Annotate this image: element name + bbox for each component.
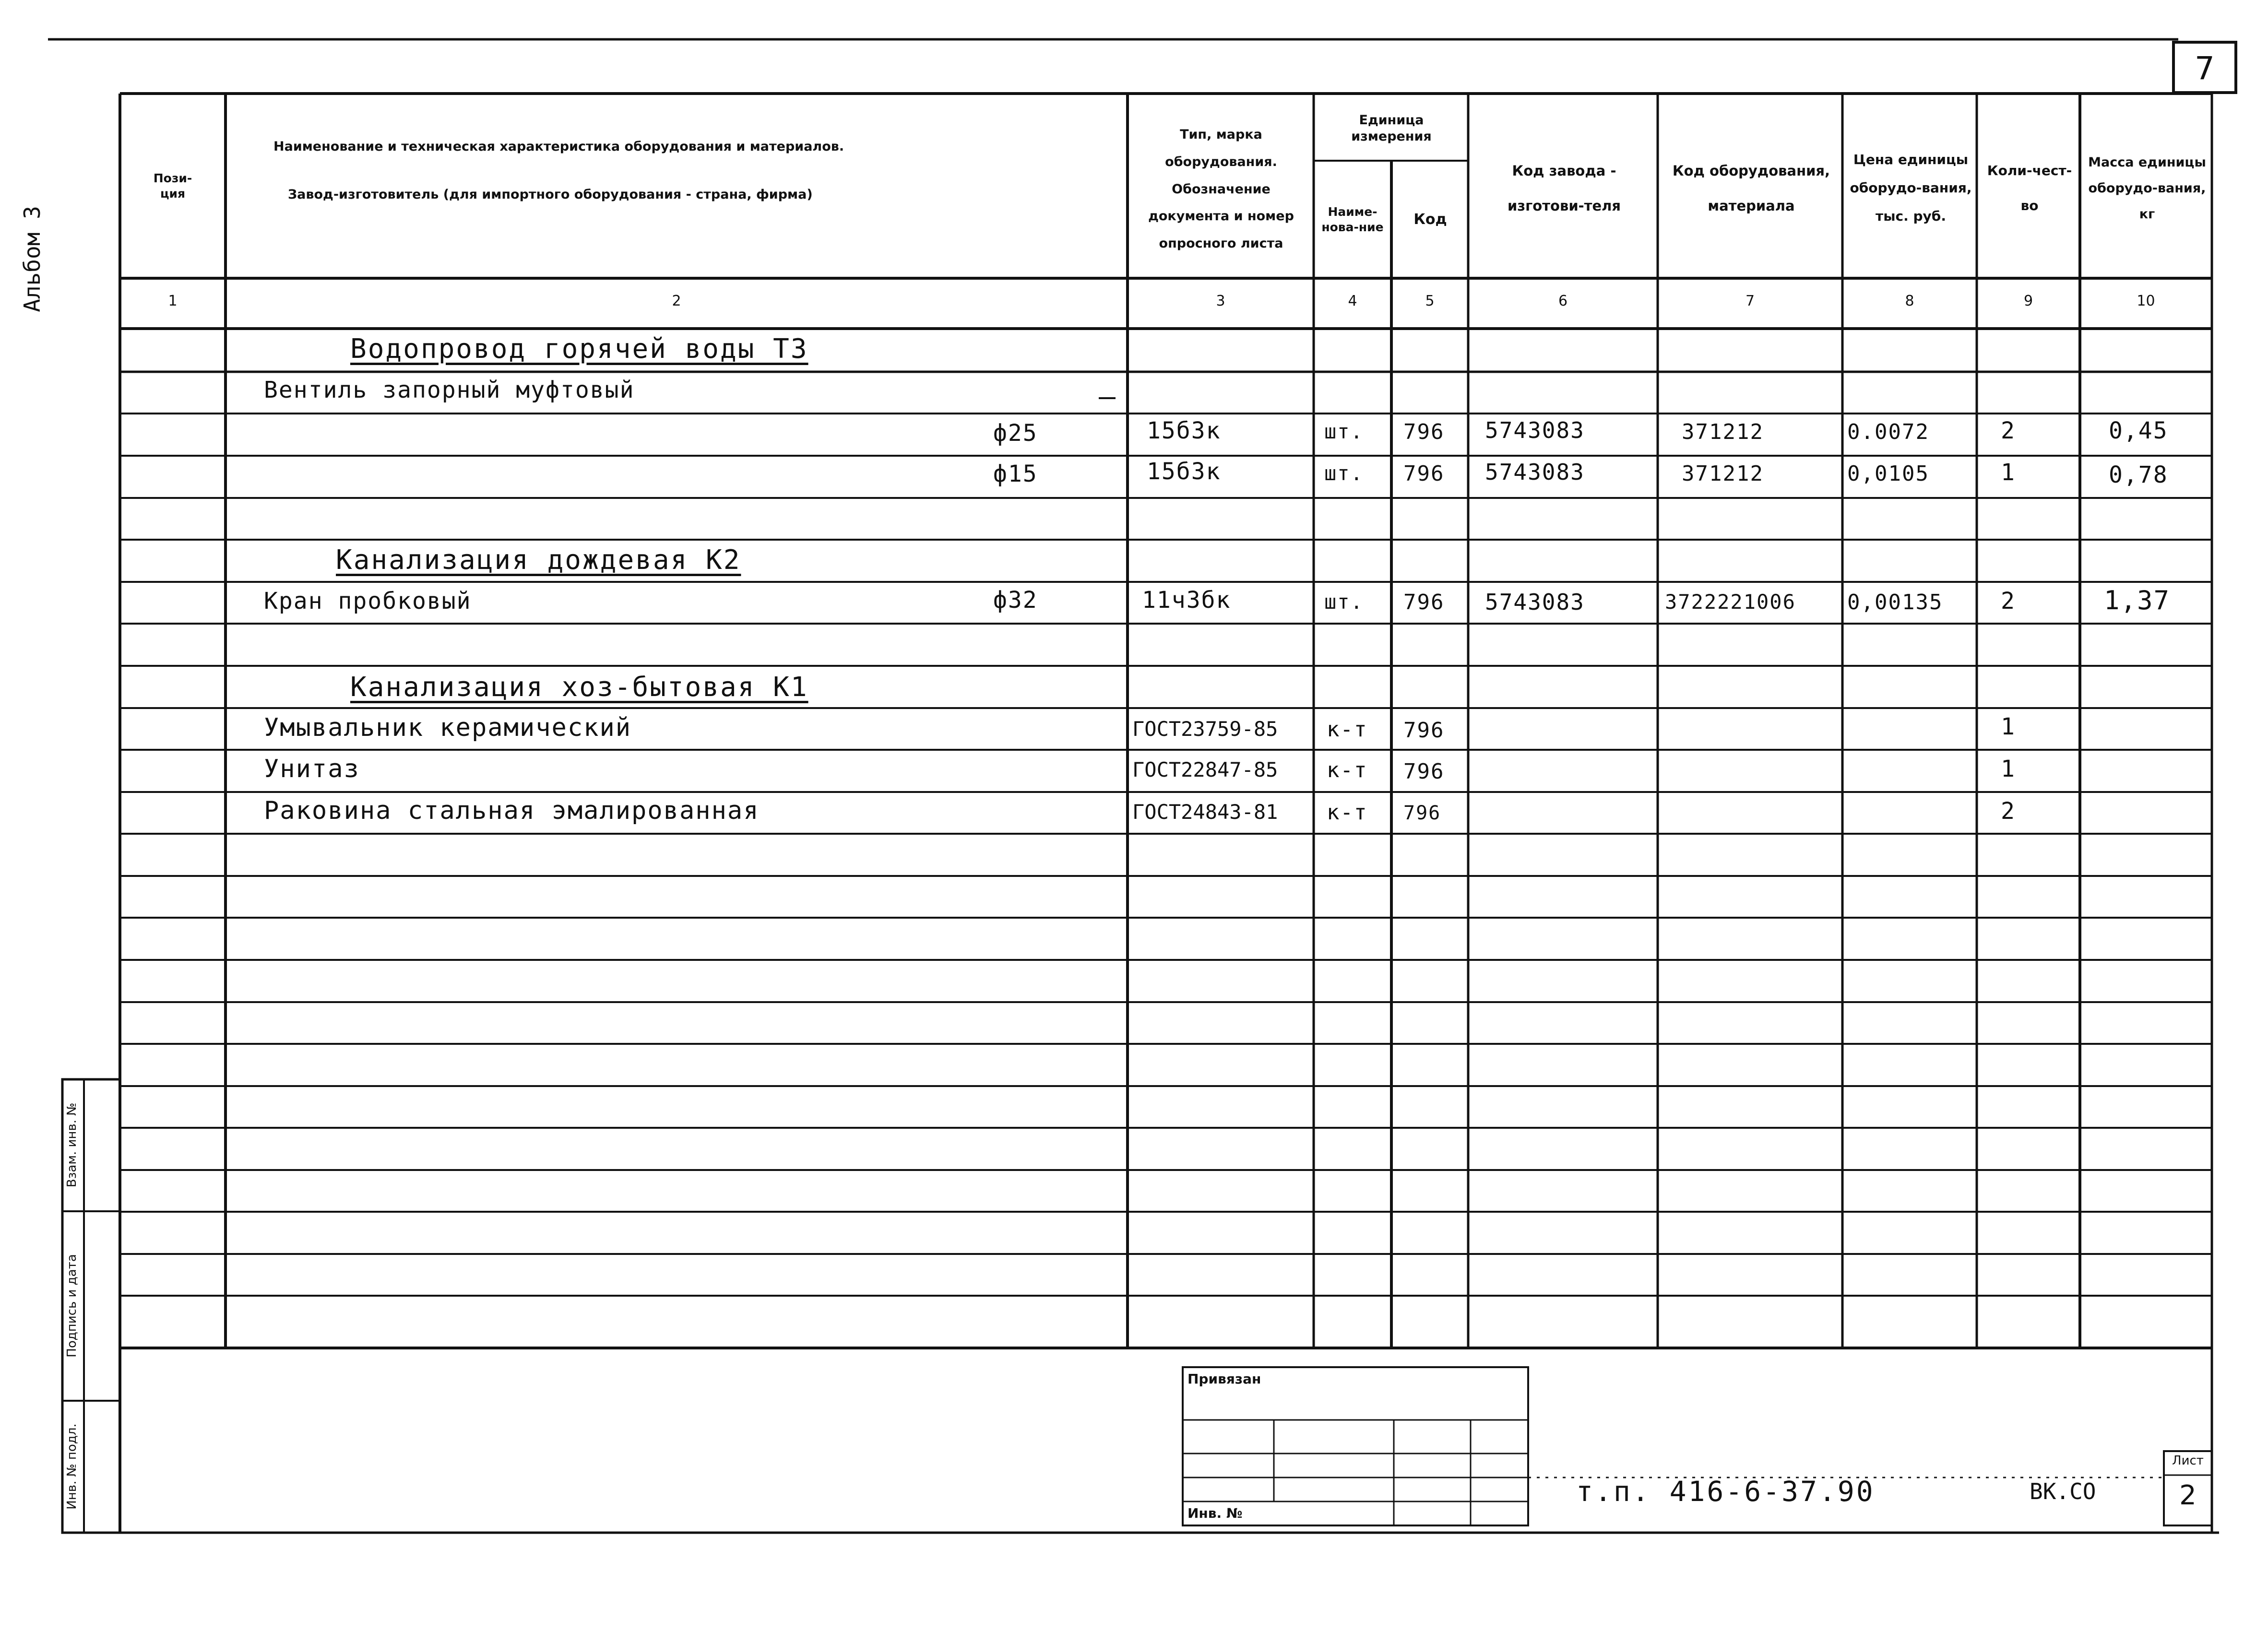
stamp-bound-label: Привязан bbox=[1187, 1371, 1261, 1387]
row-valve15-type: 15б3к bbox=[1147, 458, 1221, 485]
row-valve25-code: 796 bbox=[1403, 420, 1445, 444]
row-cock-type: 11ч3бк bbox=[1142, 587, 1231, 614]
sheet-code: ВК.СО bbox=[2030, 1478, 2096, 1504]
side-replace-inv: Взам. инв. № bbox=[65, 1102, 79, 1188]
row-valve15-mass: 0,78 bbox=[2109, 461, 2168, 488]
col-number-4: 4 bbox=[1348, 293, 1357, 309]
col-number-3: 3 bbox=[1216, 293, 1225, 309]
row-toilet-code: 796 bbox=[1403, 759, 1445, 784]
row-washbasin-code: 796 bbox=[1403, 718, 1445, 743]
row-valve15-unit: шт. bbox=[1324, 461, 1364, 485]
page-number: 7 bbox=[2195, 50, 2215, 87]
section-domestic: Канализация хоз-бытовая К1 bbox=[350, 672, 808, 703]
row-valve15-size: ф15 bbox=[993, 461, 1038, 487]
row-cock-code: 796 bbox=[1403, 590, 1445, 615]
row-valve15-code: 796 bbox=[1403, 461, 1445, 486]
row-valve25-mass: 0,45 bbox=[2109, 417, 2168, 444]
row-washbasin-unit: к-т bbox=[1327, 717, 1368, 742]
row-toilet-type: ГОСТ22847-85 bbox=[1132, 758, 1278, 781]
header-name-line2: Завод-изготовитель (для импортного оборудования - страна, фирма) bbox=[288, 187, 813, 202]
row-valve25-unit: шт. bbox=[1324, 420, 1364, 443]
header-plant-code: Код завода - изготови-теля bbox=[1507, 163, 1621, 214]
header-type: Тип, марка оборудования. Обозначение документа и номер опросного листа bbox=[1148, 127, 1294, 251]
row-cock-price: 0,00135 bbox=[1847, 590, 1943, 615]
header-name bbox=[226, 94, 1128, 278]
row-toilet-qty: 1 bbox=[2001, 756, 2016, 782]
row-valve25-price: 0.0072 bbox=[1847, 420, 1929, 444]
section-hot-water: Водопровод горячей воды Т3 bbox=[350, 333, 808, 365]
row-valve15-qty: 1 bbox=[2001, 459, 2016, 486]
row-sink-name: Раковина стальная эмалированная bbox=[264, 796, 760, 825]
row-washbasin-type: ГОСТ23759-85 bbox=[1132, 717, 1278, 741]
row-toilet-unit: к-т bbox=[1327, 758, 1368, 782]
row-cock-size: ф32 bbox=[993, 587, 1038, 614]
col-number-7: 7 bbox=[1745, 293, 1755, 309]
stamp-inv-label: Инв. № bbox=[1187, 1505, 1243, 1521]
row-cock-qty: 2 bbox=[2001, 588, 2016, 615]
row-cock-unit: шт. bbox=[1324, 590, 1364, 614]
header-mass: Масса единицы оборудо-вания, кг bbox=[2088, 154, 2206, 222]
row-valve25-plant: 5743083 bbox=[1485, 417, 1585, 443]
row-valve15-equip: 371212 bbox=[1682, 461, 1764, 486]
row-cock-equip: 3722221006 bbox=[1665, 590, 1796, 614]
row-sink-type: ГОСТ24843-81 bbox=[1132, 800, 1278, 824]
header-position: Пози- ция bbox=[153, 171, 192, 201]
col-number-8: 8 bbox=[1905, 293, 1914, 309]
header-quantity: Коли-чест-во bbox=[1987, 162, 2072, 213]
side-sign-date: Подпись и дата bbox=[65, 1254, 79, 1358]
row-washbasin-qty: 1 bbox=[2001, 713, 2016, 740]
header-unit-name: Наиме-нова-ние bbox=[1321, 205, 1384, 234]
col-number-6: 6 bbox=[1558, 293, 1568, 309]
row-valve25-size: ф25 bbox=[993, 420, 1038, 447]
header-equipment-code: Код оборудования, материала bbox=[1672, 163, 1830, 214]
album-label: Альбом 3 bbox=[19, 206, 45, 312]
col-number-10: 10 bbox=[2137, 293, 2155, 309]
row-sink-code: 796 bbox=[1403, 802, 1441, 824]
header-name-line1: Наименование и техническая характеристика оборудования и материалов. bbox=[273, 139, 844, 154]
row-valve25-qty: 2 bbox=[2001, 417, 2016, 444]
col-number-1: 1 bbox=[168, 293, 178, 309]
row-cock-mass: 1,37 bbox=[2104, 585, 2171, 615]
sheet-label: Лист bbox=[2172, 1454, 2204, 1468]
row-sink-unit: к-т bbox=[1327, 800, 1368, 825]
header-price: Цена единицы оборудо-вания, тыс. руб. bbox=[1850, 152, 1972, 224]
side-inv-no: Инв. № подл. bbox=[65, 1423, 79, 1510]
col-number-2: 2 bbox=[672, 293, 681, 309]
row-sink-qty: 2 bbox=[2001, 798, 2016, 825]
row-valve-name: Вентиль запорный муфтовый bbox=[264, 377, 635, 403]
row-cock-plant: 5743083 bbox=[1485, 589, 1585, 615]
row-valve25-type: 15б3к bbox=[1147, 417, 1221, 444]
row-valve25-equip: 371212 bbox=[1682, 420, 1764, 444]
col-number-5: 5 bbox=[1425, 293, 1435, 309]
sheet-number: 2 bbox=[2179, 1480, 2197, 1511]
row-toilet-name: Унитаз bbox=[264, 755, 360, 783]
section-rain: Канализация дождевая К2 bbox=[336, 544, 741, 576]
row-valve15-plant: 5743083 bbox=[1485, 459, 1585, 485]
document-code: т.п. 416-6-37.90 bbox=[1576, 1475, 1875, 1508]
row-valve15-price: 0,0105 bbox=[1847, 461, 1929, 486]
header-unit: Единица измерения bbox=[1351, 112, 1432, 144]
header-unit-code: Код bbox=[1413, 211, 1447, 228]
row-cock-name: Кран пробковый bbox=[264, 588, 472, 615]
row-washbasin-name: Умывальник керамический bbox=[264, 713, 632, 742]
col-number-9: 9 bbox=[2023, 293, 2033, 309]
